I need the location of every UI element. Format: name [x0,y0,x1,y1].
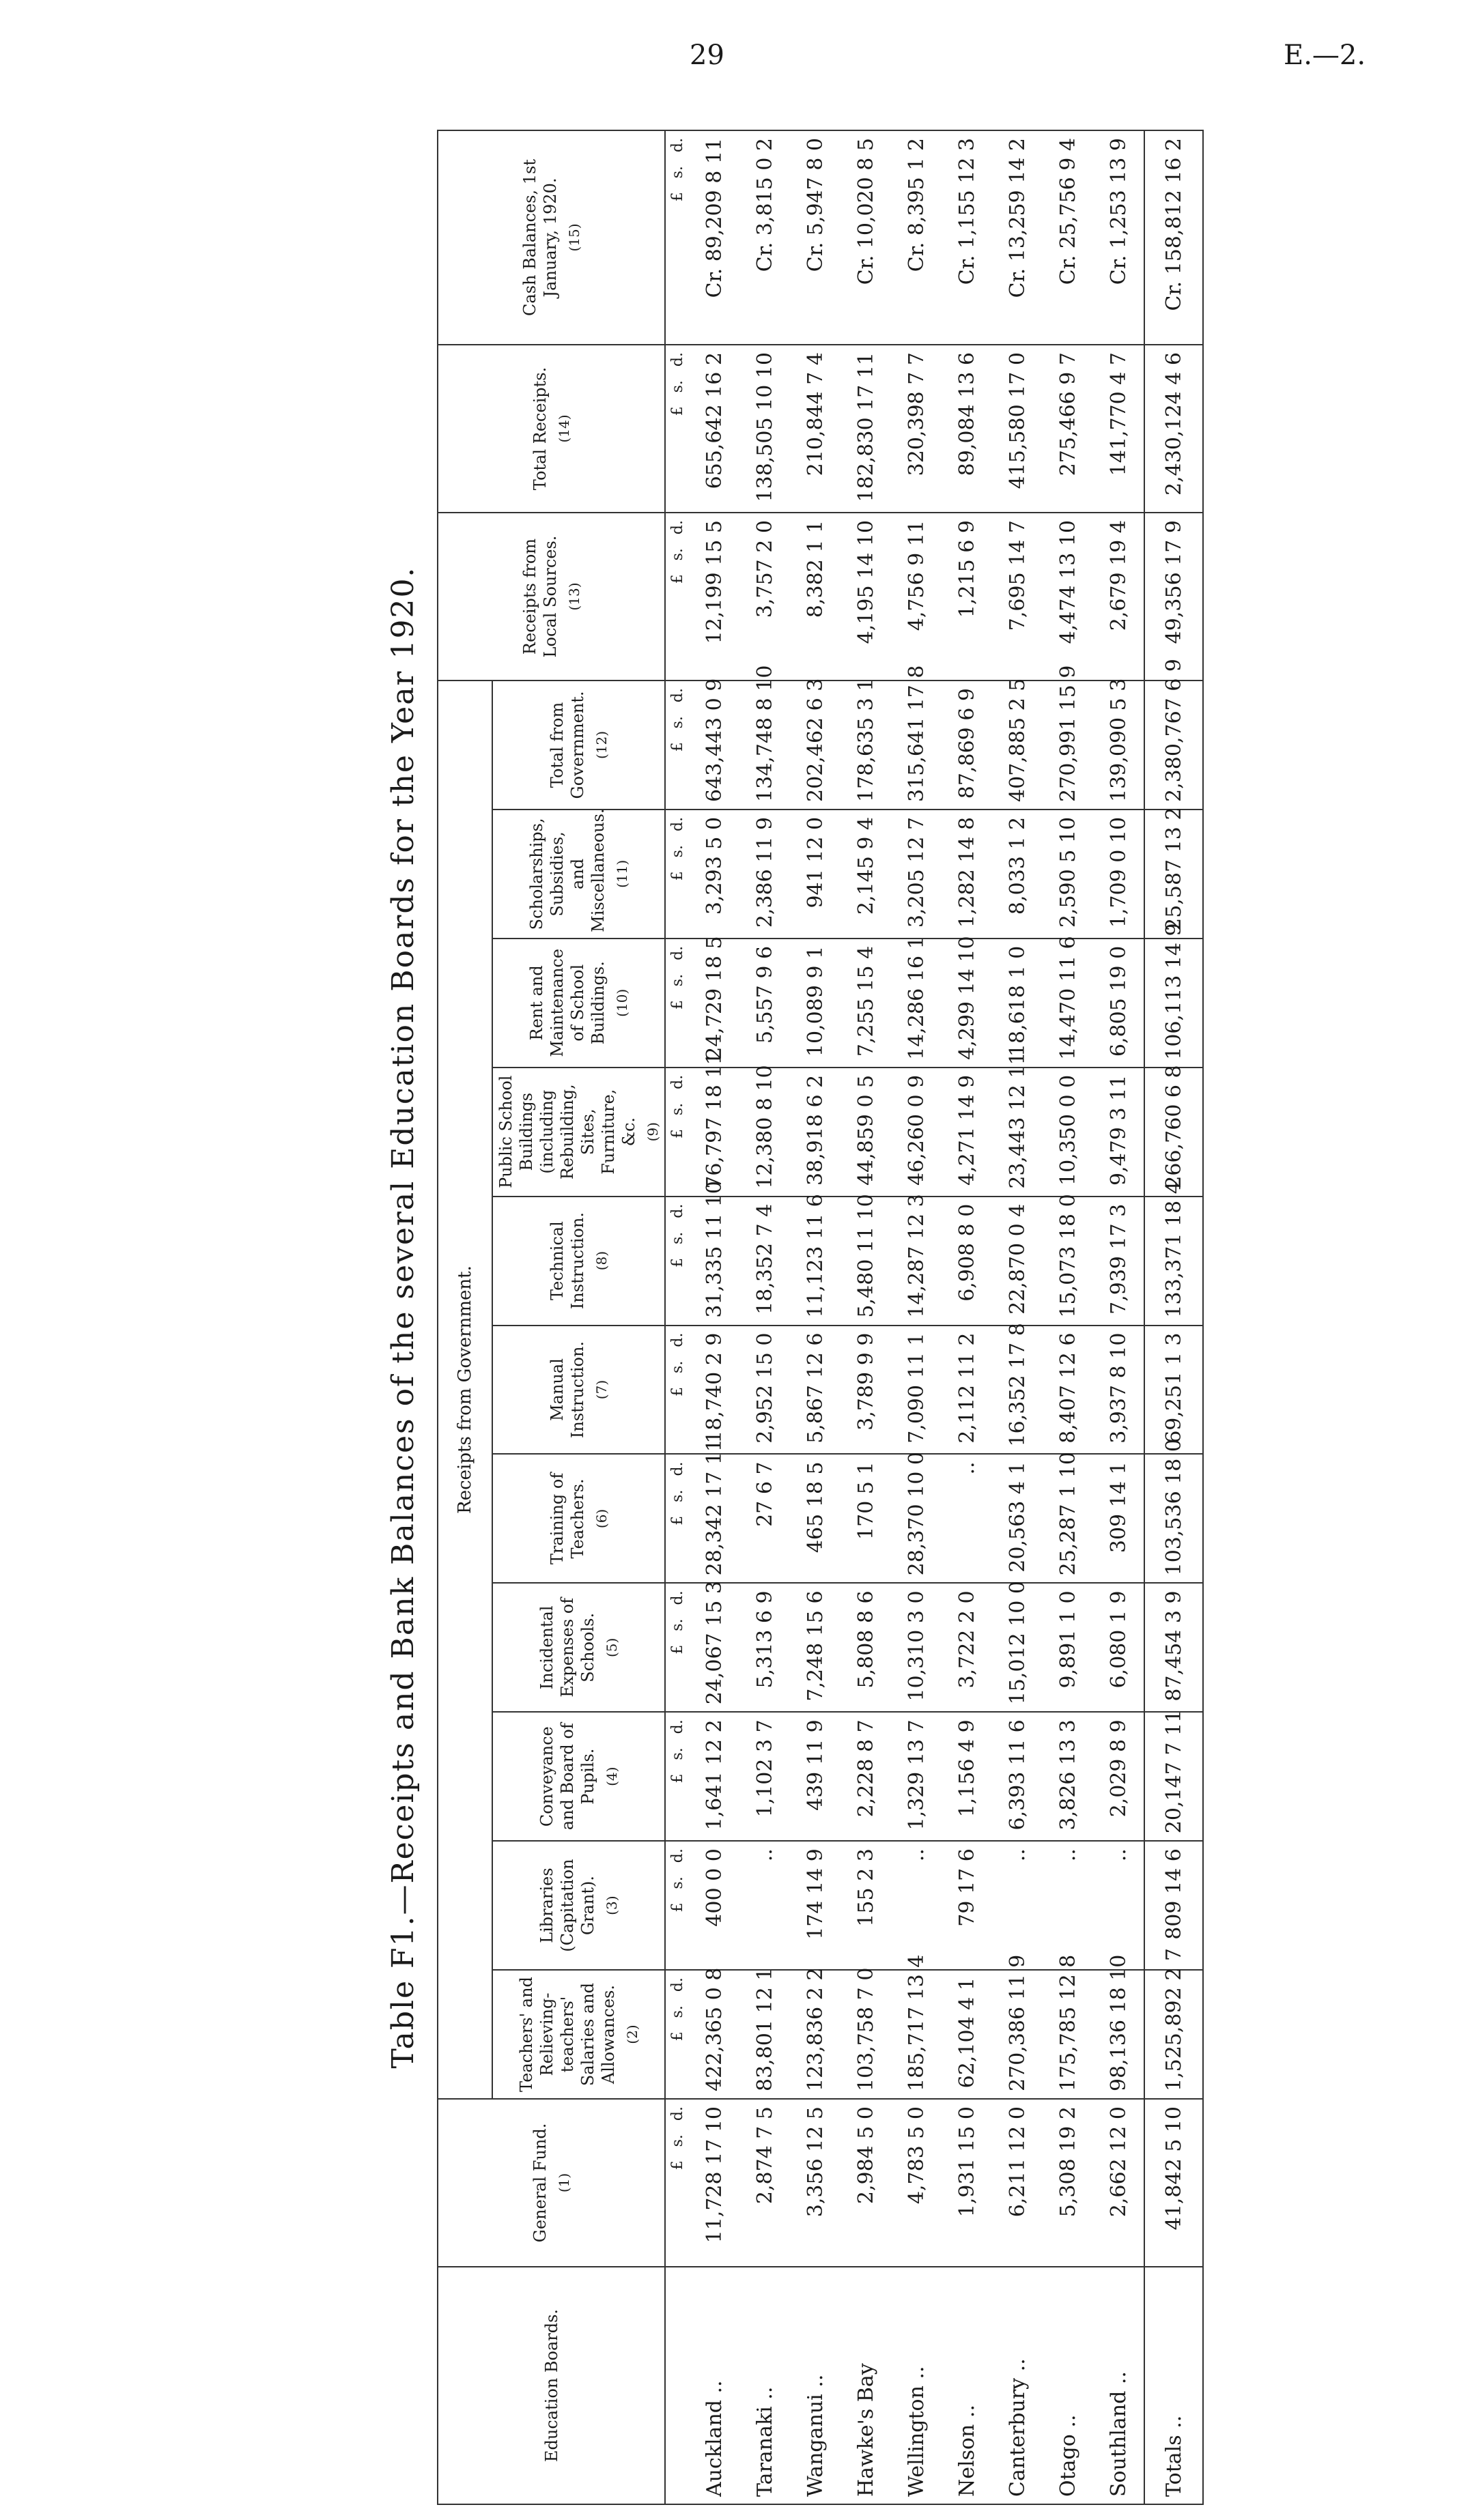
unit-pence: d. [668,352,686,367]
amount-cell: 5,308 19 2 [1043,2099,1093,2267]
units-cell [665,1970,689,2099]
amount-cell: Cr. 8,395 1 2 [891,130,942,345]
unit-pound: £ [668,1386,686,1397]
table-row [992,130,1043,2504]
amount-cell: 138,505 10 10 [739,345,790,513]
table-row [891,130,942,2504]
column-header-total-receipts: Total Receipts. (14) [438,345,665,513]
units-cell [665,345,689,513]
amount-cell: .. [1093,1841,1144,1970]
amount-cell: .. [739,1841,790,1970]
unit-pence: d. [668,1848,686,1863]
amount-cell: 18,352 7 4 [739,1197,790,1326]
unit-pound: £ [668,406,686,416]
amount-cell: 103,758 7 0 [840,1970,891,2099]
amount-cell: 23,443 12 11 [992,1068,1043,1197]
amount-cell: 79 17 6 [942,1841,992,1970]
amount-cell: 1,282 14 8 [942,810,992,939]
amount-cell: 134,748 8 10 [739,681,790,810]
amount-cell: 10,310 3 0 [891,1583,942,1712]
unit-shilling: s. [668,973,686,987]
amount-cell: 1,709 0 10 [1093,810,1144,939]
units-cell-empty [665,2267,689,2504]
amount-cell: 12,199 15 5 [689,513,739,681]
unit-shilling: s. [668,1489,686,1502]
unit-shilling: s. [668,1231,686,1245]
amount-cell: 7,248 15 6 [790,1583,840,1712]
amount-cell: 2,386 11 9 [739,810,790,939]
amount-cell: 4,783 5 0 [891,2099,942,2267]
amount-cell: Cr. 10,020 8 5 [840,130,891,345]
amount-cell: 8,407 12 6 [1043,1326,1093,1455]
amount-cell: 439 11 9 [790,1712,840,1841]
amount-cell: 175,785 12 8 [1043,1970,1093,2099]
units-cell [665,810,689,939]
amount-cell: 18,618 1 0 [992,939,1043,1068]
amount-cell: 315,641 17 8 [891,681,942,810]
amount-cell: 89,084 13 6 [942,345,992,513]
amount-cell: 76,797 18 11 [689,1068,739,1197]
table-row [739,130,790,2504]
table-title: Table F1.—Receipts and Bank Balances of the several Education Boards for the Year 1920. [385,566,421,2069]
amount-cell: 83,801 12 1 [739,1970,790,2099]
amount-cell: .. [942,1454,992,1583]
amount-cell: 49,356 17 9 [1144,513,1203,681]
amount-cell: 270,991 15 9 [1043,681,1093,810]
amount-cell: 407,885 2 5 [992,681,1043,810]
unit-pound: £ [668,1000,686,1010]
amount-cell: Cr. 5,947 8 0 [790,130,840,345]
amount-cell: 16,352 17 8 [992,1326,1043,1455]
amount-cell: 174 14 9 [790,1841,840,1970]
amount-cell: 22,870 0 4 [992,1197,1043,1326]
unit-pence: d. [668,816,686,832]
table-body [665,130,1203,2504]
document-reference: E.—2. [1284,40,1366,71]
unit-pence: d. [668,1332,686,1347]
units-cell [665,1068,689,1197]
unit-shilling: s. [668,1747,686,1760]
unit-pence: d. [668,1719,686,1734]
column-header-cash-balances: Cash Balances, 1st January, 1920. (15) [438,130,665,345]
amount-cell: Cr. 89,209 8 11 [689,130,739,345]
amount-cell: 320,398 7 7 [891,345,942,513]
amount-cell: 809 14 6 [1144,1841,1203,1970]
amount-cell: 8,382 1 1 [790,513,840,681]
amount-cell: 2,984 5 0 [840,2099,891,2267]
unit-pence: d. [668,1461,686,1476]
amount-cell: 2,029 8 9 [1093,1712,1144,1841]
board-name: Wanganui .. [790,2267,840,2504]
amount-cell: 15,012 10 0 [992,1583,1043,1712]
amount-cell: 5,313 6 9 [739,1583,790,1712]
amount-cell: 1,931 15 0 [942,2099,992,2267]
amount-cell: 25,287 1 10 [1043,1454,1093,1583]
unit-pence: d. [668,520,686,535]
unit-pound: £ [668,574,686,584]
amount-cell: Cr. 1,155 12 3 [942,130,992,345]
amount-cell: 20,147 7 11 [1144,1712,1203,1841]
unit-pence: d. [668,1074,686,1089]
amount-cell: 14,286 16 1 [891,939,942,1068]
totals-row [1144,130,1203,2504]
unit-pound: £ [668,1515,686,1526]
units-cell [665,681,689,810]
amount-cell: 106,113 14 9 [1144,939,1203,1068]
amount-cell: 15,073 18 0 [1043,1197,1093,1326]
amount-cell: 10,089 9 1 [790,939,840,1068]
board-name: Totals .. [1144,2267,1203,2504]
amount-cell: 5,808 8 6 [840,1583,891,1712]
board-name: Auckland .. [689,2267,739,2504]
column-header-incidental: Incidental Expenses of Schools. (5) [492,1583,665,1712]
amount-cell: 4,756 9 11 [891,513,942,681]
unit-pound: £ [668,2160,686,2171]
amount-cell: 28,342 17 11 [689,1454,739,1583]
amount-cell: 4,299 14 10 [942,939,992,1068]
amount-cell: Cr. 3,815 0 2 [739,130,790,345]
amount-cell: 14,287 12 3 [891,1197,942,1326]
unit-shilling: s. [668,1360,686,1373]
unit-pence: d. [668,2106,686,2121]
units-cell [665,1841,689,1970]
units-cell [665,1712,689,1841]
amount-cell: 185,717 13 4 [891,1970,942,2099]
amount-cell: 3,937 8 10 [1093,1326,1144,1455]
units-cell [665,1583,689,1712]
unit-shilling: s. [668,2005,686,2018]
amount-cell: 202,462 6 3 [790,681,840,810]
board-name: Taranaki .. [739,2267,790,2504]
unit-shilling: s. [668,1618,686,1631]
table-row [942,130,992,2504]
amount-cell: 27 6 7 [739,1454,790,1583]
amount-cell: 38,918 6 2 [790,1068,840,1197]
unit-shilling: s. [668,2134,686,2147]
amount-cell: 941 12 0 [790,810,840,939]
unit-shilling: s. [668,845,686,858]
amount-cell: 7,090 11 1 [891,1326,942,1455]
amount-cell: 25,587 13 2 [1144,810,1203,939]
amount-cell: 14,470 11 6 [1043,939,1093,1068]
amount-cell: 6,393 11 6 [992,1712,1043,1841]
amount-cell: 6,211 12 0 [992,2099,1043,2267]
amount-cell: 465 18 5 [790,1454,840,1583]
amount-cell: 7,695 14 7 [992,513,1043,681]
amount-cell: 24,729 18 5 [689,939,739,1068]
amount-cell: Cr. 13,259 14 2 [992,130,1043,345]
units-cell [665,513,689,681]
table-row [840,130,891,2504]
amount-cell: 3,293 5 0 [689,810,739,939]
amount-cell: 24,067 15 3 [689,1583,739,1712]
amount-cell: 2,430,124 4 6 [1144,345,1203,513]
amount-cell: 12,380 8 10 [739,1068,790,1197]
column-header-total-government: Total from Government. (12) [492,681,665,810]
amount-cell: .. [1043,1841,1093,1970]
amount-cell: 2,662 12 0 [1093,2099,1144,2267]
rotated-table-block [369,130,1186,2505]
unit-pence: d. [668,1977,686,1992]
unit-pound: £ [668,192,686,202]
amount-cell: 103,536 18 0 [1144,1454,1203,1583]
amount-cell: 87,869 6 9 [942,681,992,810]
amount-cell: Cr. 1,253 13 9 [1093,130,1144,345]
amount-cell: 155 2 3 [840,1841,891,1970]
amount-cell: 31,335 11 10 [689,1197,739,1326]
amount-cell: 2,874 7 5 [739,2099,790,2267]
amount-cell: 98,136 18 10 [1093,1970,1144,2099]
column-header-local-sources: Receipts from Local Sources. (13) [438,513,665,681]
units-cell [665,130,689,345]
column-header-scholarships: Scholarships, Subsidies, and Miscellaneous. (11) [492,810,665,939]
amount-cell: 133,371 18 4 [1144,1197,1203,1326]
column-header-buildings: Public School Buildings (including Rebuilding, Sites, Furniture, &c. (9) [492,1068,665,1197]
column-header-conveyance: Conveyance and Board of Pupils. (4) [492,1712,665,1841]
unit-shilling: s. [668,1876,686,1889]
amount-cell: 3,826 13 3 [1043,1712,1093,1841]
board-name: Otago .. [1043,2267,1093,2504]
amount-cell: 11,728 17 10 [689,2099,739,2267]
amount-cell: 1,329 13 7 [891,1712,942,1841]
amount-cell: 178,635 3 1 [840,681,891,810]
amount-cell: 3,722 2 0 [942,1583,992,1712]
amount-cell: 3,356 12 5 [790,2099,840,2267]
unit-pound: £ [668,1644,686,1655]
column-header-technical: Technical Instruction. (8) [492,1197,665,1326]
amount-cell: 182,830 17 11 [840,345,891,513]
amount-cell: 2,145 9 4 [840,810,891,939]
amount-cell: 266,760 6 8 [1144,1068,1203,1197]
amount-cell: 3,205 12 7 [891,810,942,939]
unit-shilling: s. [668,548,686,561]
amount-cell: 41,842 5 10 [1144,2099,1203,2267]
unit-shilling: s. [668,166,686,179]
board-name: Nelson .. [942,2267,992,2504]
unit-pence: d. [668,1203,686,1218]
unit-pound: £ [668,1902,686,1913]
board-name: Hawke's Bay [840,2267,891,2504]
unit-pence: d. [668,688,686,703]
receipts-table [437,130,1204,2505]
amount-cell: 2,112 11 2 [942,1326,992,1455]
amount-cell: 4,271 14 9 [942,1068,992,1197]
table-row [1093,130,1144,2504]
amount-cell: 20,563 4 1 [992,1454,1043,1583]
amount-cell: 87,454 3 9 [1144,1583,1203,1712]
unit-pound: £ [668,871,686,881]
column-header-manual: Manual Instruction. (7) [492,1326,665,1455]
amount-cell: 655,642 16 2 [689,345,739,513]
amount-cell: 2,952 15 0 [739,1326,790,1455]
units-cell [665,1326,689,1455]
amount-cell: 5,557 9 6 [739,939,790,1068]
unit-pound: £ [668,1773,686,1784]
board-name: Southland .. [1093,2267,1144,2504]
unit-pound: £ [668,2031,686,2042]
amount-cell: 46,260 0 9 [891,1068,942,1197]
amount-cell: 3,757 2 0 [739,513,790,681]
amount-cell: 2,228 8 7 [840,1712,891,1841]
amount-cell: 7,255 15 4 [840,939,891,1068]
amount-cell: 6,805 19 0 [1093,939,1144,1068]
amount-cell: 3,789 9 9 [840,1326,891,1455]
amount-cell: 18,740 2 9 [689,1326,739,1455]
column-header-salaries: Teachers' and Relieving-teachers' Salaries and Allowances. (2) [492,1970,665,2099]
board-name: Canterbury .. [992,2267,1043,2504]
amount-cell: 210,844 7 4 [790,345,840,513]
unit-pound: £ [668,1129,686,1139]
amount-cell: 2,380,767 6 9 [1144,681,1203,810]
units-row [665,130,689,2504]
unit-shilling: s. [668,380,686,393]
amount-cell: 11,123 11 6 [790,1197,840,1326]
amount-cell: 1,215 6 9 [942,513,992,681]
column-header-training: Training of Teachers. (6) [492,1454,665,1583]
amount-cell: 44,859 0 5 [840,1068,891,1197]
amount-cell: 62,104 4 1 [942,1970,992,2099]
amount-cell: 170 5 1 [840,1454,891,1583]
amount-cell: 6,908 8 0 [942,1197,992,1326]
amount-cell: 10,350 0 0 [1043,1068,1093,1197]
units-cell [665,1197,689,1326]
amount-cell: Cr. 25,756 9 4 [1043,130,1093,345]
amount-cell: 275,466 9 7 [1043,345,1093,513]
table-row [790,130,840,2504]
amount-cell: 9,479 3 11 [1093,1068,1144,1197]
amount-cell: 643,443 0 9 [689,681,739,810]
amount-cell: 270,386 11 9 [992,1970,1043,2099]
unit-pence: d. [668,945,686,960]
amount-cell: 400 0 0 [689,1841,739,1970]
column-header-boards: Education Boards. [438,2267,665,2504]
section-header-government: Receipts from Government. [438,681,492,2099]
amount-cell: 2,590 5 10 [1043,810,1093,939]
amount-cell: 28,370 10 0 [891,1454,942,1583]
amount-cell: 1,641 12 2 [689,1712,739,1841]
unit-shilling: s. [668,716,686,729]
column-header-rent: Rent and Maintenance of School Buildings. (10) [492,939,665,1068]
amount-cell: 4,195 14 10 [840,513,891,681]
amount-cell: 1,525,892 2 7 [1144,1970,1203,2099]
page-number: 29 [690,40,724,71]
amount-cell: .. [891,1841,942,1970]
amount-cell: 9,891 1 0 [1043,1583,1093,1712]
table-row [689,130,739,2504]
amount-cell: 415,580 17 0 [992,345,1043,513]
board-name: Wellington .. [891,2267,942,2504]
unit-pound: £ [668,1258,686,1268]
unit-pence: d. [668,1590,686,1605]
amount-cell: 2,679 19 4 [1093,513,1144,681]
amount-cell: 422,365 0 8 [689,1970,739,2099]
amount-cell: Cr. 158,812 16 2 [1144,130,1203,345]
amount-cell: .. [992,1841,1043,1970]
table-row [1043,130,1093,2504]
amount-cell: 5,480 11 10 [840,1197,891,1326]
column-header-general-fund: General Fund. (1) [438,2099,665,2267]
amount-cell: 4,474 13 10 [1043,513,1093,681]
amount-cell: 309 14 1 [1093,1454,1144,1583]
units-cell [665,1454,689,1583]
amount-cell: 69,251 1 3 [1144,1326,1203,1455]
amount-cell: 7,939 17 3 [1093,1197,1144,1326]
amount-cell: 1,156 4 9 [942,1712,992,1841]
amount-cell: 5,867 12 6 [790,1326,840,1455]
amount-cell: 141,770 4 7 [1093,345,1144,513]
unit-shilling: s. [668,1102,686,1116]
column-header-libraries: Libraries (Capitation Grant). (3) [492,1841,665,1970]
units-cell [665,939,689,1068]
unit-pence: d. [668,138,686,153]
unit-pound: £ [668,742,686,752]
units-cell [665,2099,689,2267]
amount-cell: 8,033 1 2 [992,810,1043,939]
amount-cell: 123,836 2 2 [790,1970,840,2099]
amount-cell: 139,090 5 3 [1093,681,1144,810]
amount-cell: 6,080 1 9 [1093,1583,1144,1712]
amount-cell: 1,102 3 7 [739,1712,790,1841]
